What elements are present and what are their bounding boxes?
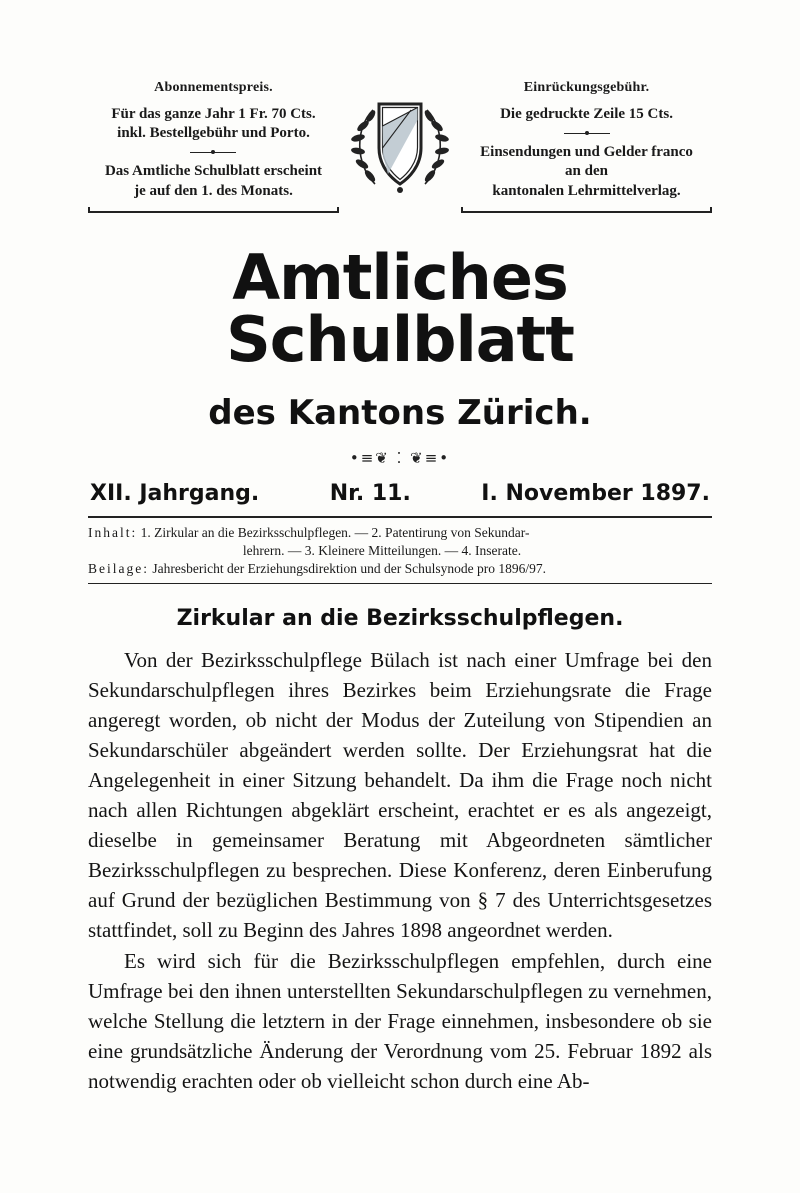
ornament-divider-center: [88, 449, 712, 467]
advertising-line-4: kantonalen Lehrmittelverlag.: [492, 182, 681, 199]
masthead-advertising-block: [461, 80, 712, 213]
article-paragraph: Von der Bezirksschulpflege Bülach ist nach einer Umfrage bei den Sekundarschulpflegen ihres Bezirkes beim Erziehungsrate die Frage angeregt worden, ob nicht der Modus der Zuteilung von Stipendien an Sekundarschüler abgeändert werden sollte. Der Erziehungsrat hat die Angelegenheit in einer Sitzung behandelt. Da ihm die Frage noch nicht nach allen Richtungen abgeklärt erscheint, erachtet er es als angezeigt, dieselbe in gemeinsamer Beratung mit Abgeordneten sämtlicher Bezirksschulpflegen zu besprechen. Diese Konferenz, deren Einberufung auf Grund der bezüglichen Bestimmung von § 7 des Unterrichtsgesetzes stattfindet, soll zu Beginn des Jahres 1898 angeordnet werden.: [88, 648, 712, 943]
ornament-divider-right: [564, 130, 610, 137]
contents-inhalt-row: [88, 524, 712, 560]
contents-inhalt-text: 1. Zirkular an die Bezirksschulpflegen. — 2. Patentirung von Sekundar-: [140, 524, 530, 540]
advertising-line-3: an den: [565, 163, 608, 180]
advertising-line-2: Einsendungen und Gelder franco: [480, 144, 693, 161]
publication-title: Amtliches Schulblatt: [226, 240, 574, 376]
subscription-line-1: Für das ganze Jahr 1 Fr. 70 Cts.: [111, 106, 316, 122]
advertising-heading: Einrückungsgebühr.: [523, 80, 650, 95]
contents-block: [88, 524, 712, 578]
contents-inhalt-label: Inhalt:: [88, 524, 138, 540]
article: [88, 606, 712, 1096]
issue-number: Nr. 11.: [329, 480, 411, 506]
zurich-coat-of-arms-shield-icon: [339, 86, 461, 204]
masthead-subscription-block: [88, 80, 339, 213]
divider-thick-top: [88, 516, 712, 518]
issue-date: I. November 1897.: [481, 480, 710, 506]
contents-beilage-text: Jahresbericht der Erziehungsdirektion und der Schulsynode pro 1896/97.: [152, 561, 547, 577]
subscription-line-3: Das Amtliche Schulblatt erscheint: [104, 163, 323, 180]
contents-inhalt-text-cont: lehrern. — 3. Kleinere Mitteilungen. — 4. Inserate.: [242, 542, 522, 558]
article-title: Zirkular an die Bezirksschulpflegen.: [176, 606, 624, 632]
subscription-line-4: je auf den 1. des Monats.: [134, 182, 293, 199]
masthead: [88, 80, 712, 213]
ornament-glyphs: •≡❦ ⁚ ❦≡•: [349, 448, 451, 467]
subscription-line-2: inkl. Bestellgebühr und Porto.: [117, 125, 310, 142]
advertising-line-1: Die gedruckte Zeile 15 Cts.: [500, 106, 673, 122]
subscription-heading: Abonnementspreis.: [154, 80, 273, 95]
divider-thin-bottom: [88, 583, 712, 584]
issue-line: [88, 481, 712, 506]
contents-beilage-label: Beilage:: [88, 561, 149, 577]
issue-volume: XII. Jahrgang.: [90, 480, 260, 506]
ornament-divider-left: [190, 149, 236, 156]
article-paragraph: Es wird sich für die Bezirksschulpflegen empfehlen, durch eine Umfrage bei den ihnen unterstellten Sekundarschulpflegen zu vernehmen, welche Stellung die letztern in der Frage einnehmen, insbesondere ob sie eine grundsätzliche Änderung der Verordnung vom 25. Februar 1892 als notwendig erachten oder ob vielleicht schon durch eine Ab-: [88, 949, 712, 1094]
publication-subtitle: des Kantons Zürich.: [208, 392, 592, 433]
contents-beilage-row: [88, 560, 712, 578]
masthead-rule-right: [461, 211, 712, 213]
masthead-rule-left: [88, 211, 339, 213]
